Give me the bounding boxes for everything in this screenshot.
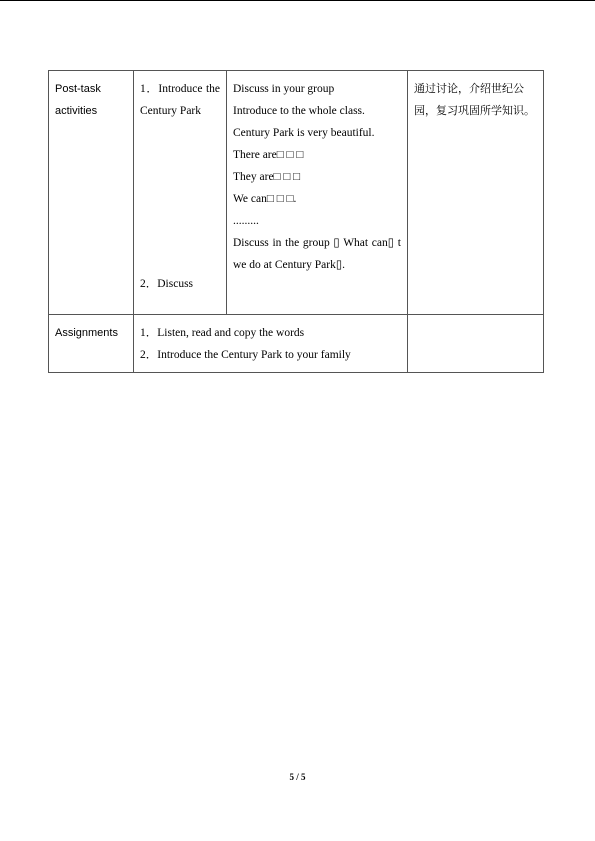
activity-discuss-question: Discuss in the group ▯ What can▯ t we do at Century Park▯. (233, 237, 401, 271)
assignment-task: 1．Listen, read and copy the words (140, 327, 305, 339)
activity-line: Introduce to the whole class. (233, 105, 365, 117)
activity-line: Discuss in your group (233, 83, 335, 95)
stage-label-line-1: Post-task (55, 83, 101, 95)
activity-line: We can□ □ □. (233, 193, 297, 205)
assignment-task: 2．Introduce the Century Park to your family (140, 349, 351, 361)
stage-label-line-2: activities (55, 105, 98, 117)
activity-line: Century Park is very beautiful. (233, 127, 375, 139)
activity-line: They are□ □ □ (233, 171, 301, 183)
header-rule (0, 0, 595, 1)
purpose-cell (408, 71, 544, 315)
lesson-plan-table (48, 70, 544, 373)
steps-cell (134, 71, 227, 315)
purpose-text: 通过讨论，介绍世纪公园，复习巩固所学知识。 (414, 82, 535, 117)
stage-label: Assignments (55, 327, 118, 339)
activity-line: ......... (233, 215, 259, 227)
activity-cell (227, 71, 408, 315)
page-number: 5 / 5 (289, 772, 306, 782)
stage-cell (49, 315, 134, 373)
step-introduce: 1．Introduce the Century Park (140, 83, 220, 117)
table-row-post-task (49, 71, 544, 315)
activity-line: There are□ □ □ (233, 149, 304, 161)
assignment-purpose-cell (408, 315, 544, 373)
step-discuss: 2．Discuss (140, 278, 194, 290)
table-row-assignments (49, 315, 544, 373)
stage-cell (49, 71, 134, 315)
assignment-tasks-cell (134, 315, 408, 373)
